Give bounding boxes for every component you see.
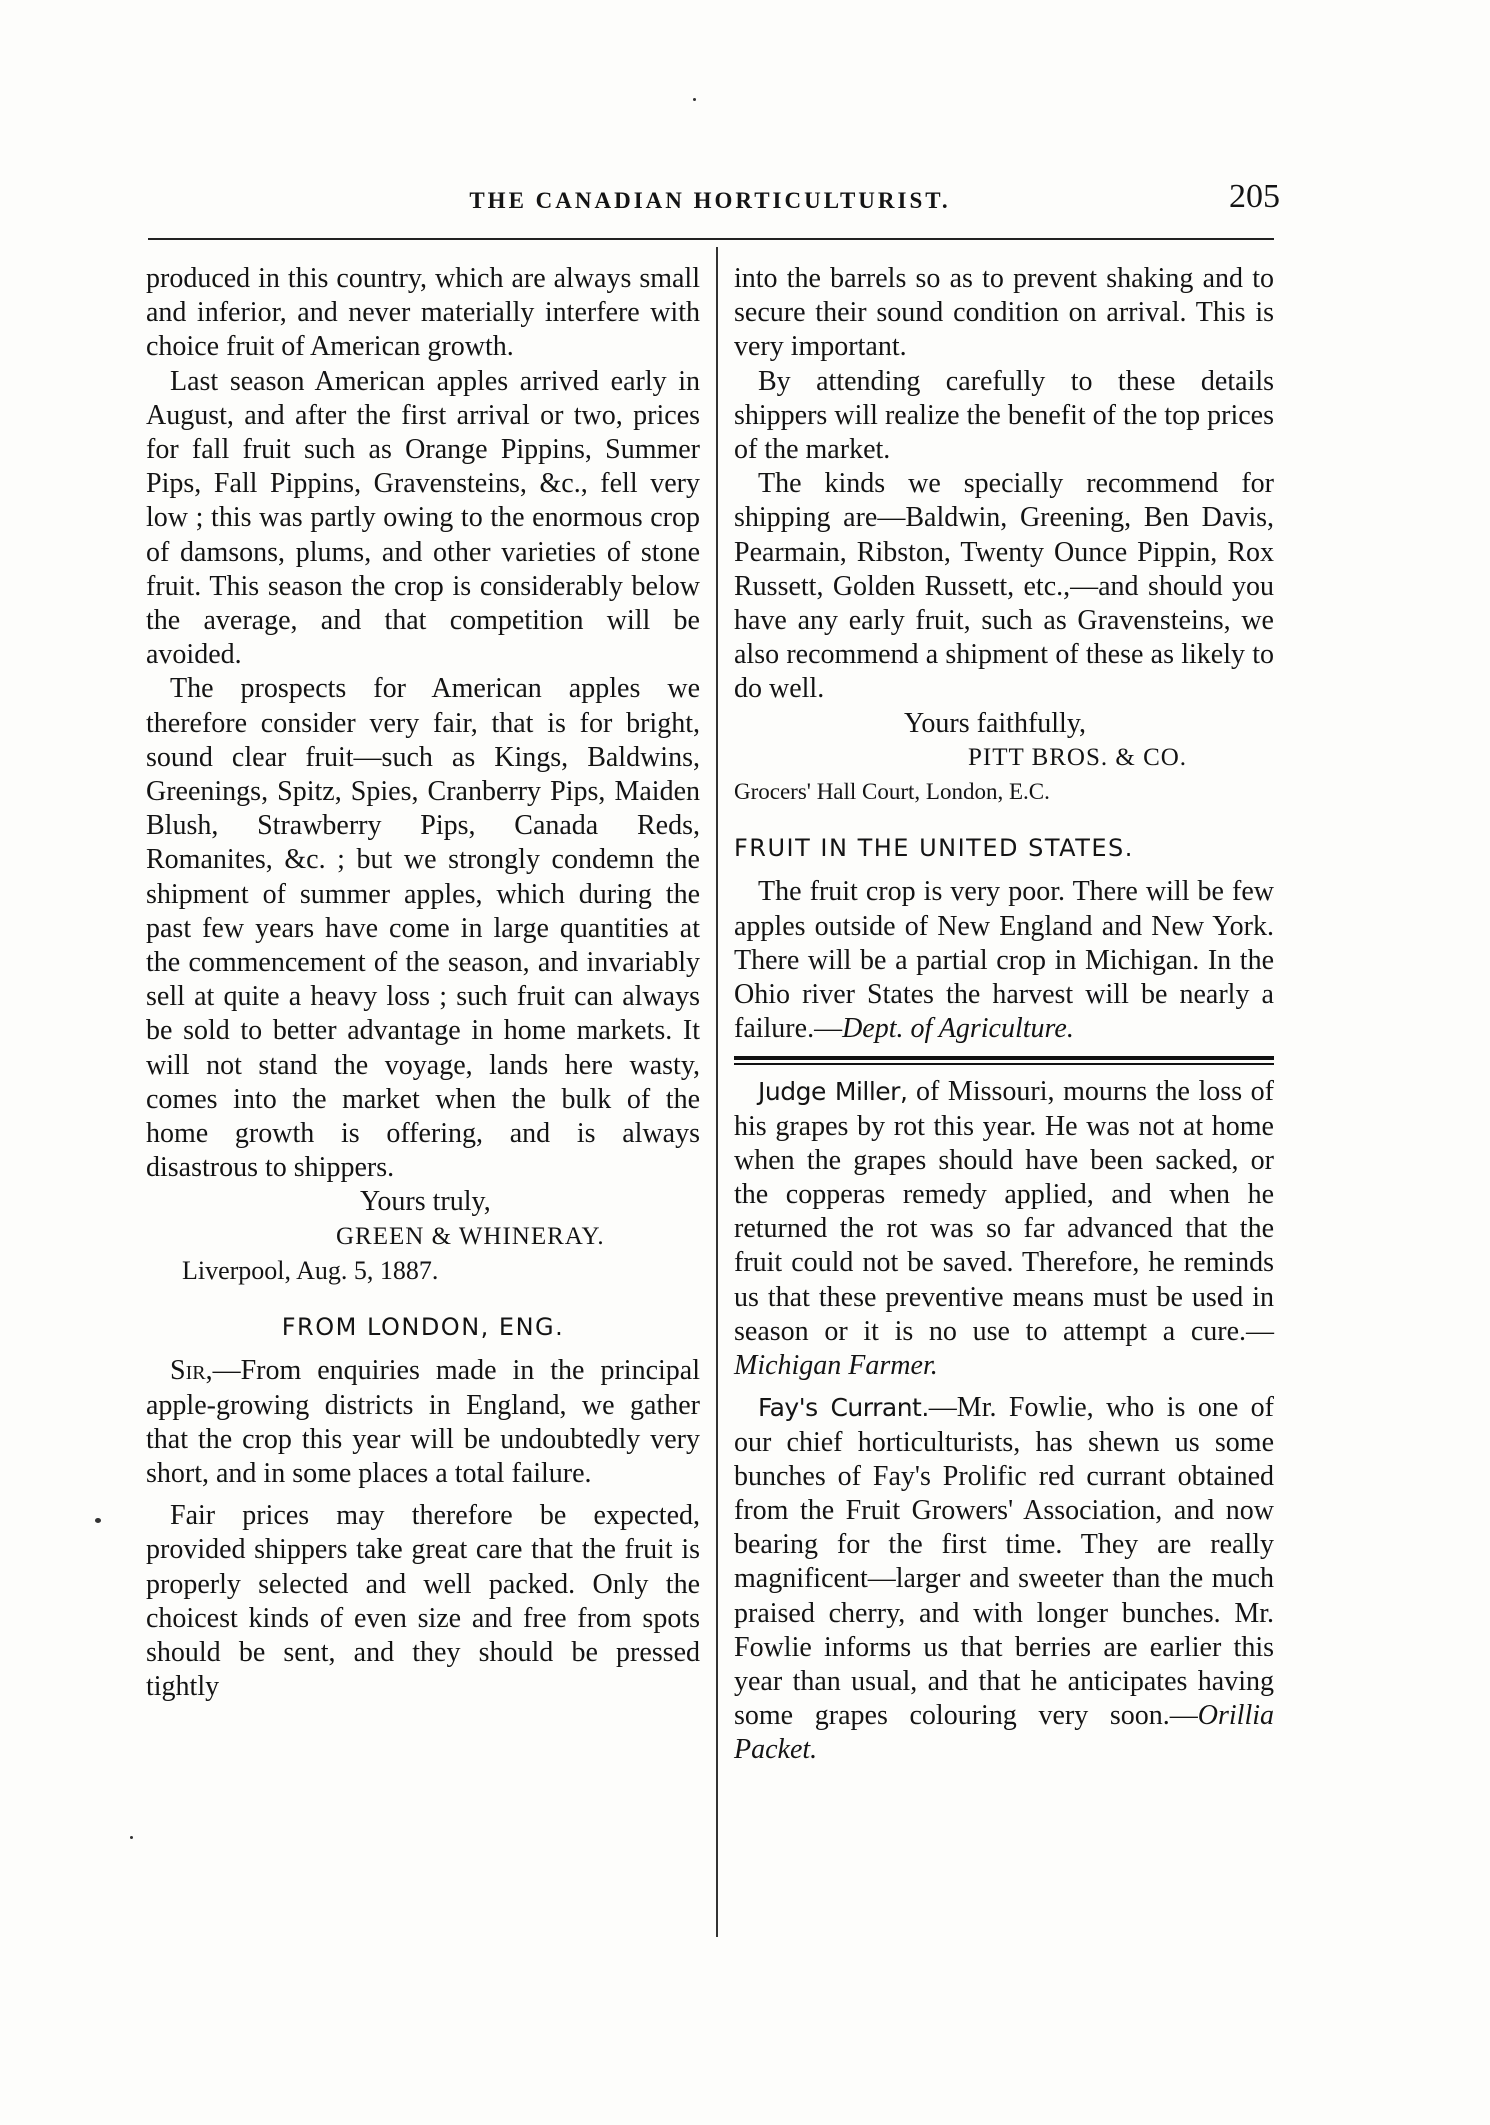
source-credit: Dept. of Agriculture. [842,1013,1074,1045]
letter-address: Grocers' Hall Court, London, E.C. [734,779,1050,805]
paragraph-text: —Mr. Fowlie, who is one of our chief horticulturists, has shewn us some bunches of Fay's Prolific red currant obtained from the Fruit Growers' Association, and now bearing for the first time. They are really magnificent—larger and sweeter than the much praised cherry, and with longer bunches. Mr. Fowlie informs us that berries are earlier this year than usual, and that he anticipates having some grapes colouring very soon.— [734,1392,1274,1732]
salutation: Sir, [170,1355,213,1387]
paragraph-text: of Missouri, mourns the loss of his grapes by rot this year. He was not at home when the grapes should have been sacked, or the copperas remedy applied, and when he returned the rot was so far advanced that the fruit could not be saved. Therefore, he reminds us that these preventive means must be used in season or it is no use to attempt a cure.— [734,1076,1275,1347]
right-column [734,262,1274,1768]
left-column [146,262,700,1704]
lead-in: Judge Miller, [758,1077,908,1107]
page-header [140,178,1280,228]
source-credit: Michigan Farmer. [734,1350,938,1382]
paragraph: The prospects for American apples we therefore consider very fair, that is for bright, sound clear fruit—such as Kings, Baldwins, Greenings, Spitz, Spies, Cranberry Pips, Maiden Blush, Strawberry Pips, Canada Reds, Romanites, &c. ; but we strongly condemn the shipment of summer apples, which during the past few years have come in large quantities at the commencement of the season, and invariably sell at quite a heavy loss ; such fruit can always be sold to better advantage in home markets. It will not stand the voyage, lands here wasty, comes into the market when the bulk of the home growth is offering, and is always disastrous to shippers. [146,673,700,1184]
paragraph: The kinds we specially recommend for shipping are—Baldwin, Greening, Ben Davis, Pearmain, Ribston, Twenty Ounce Pippin, Rox Russett, Golden Russett, etc.,—and should you have any early fruit, such as Gravensteins, we also recommend a shipment of these as likely to do well. [734,468,1274,705]
paragraph [146,1354,700,1491]
letter-closing: Yours truly, [360,1186,491,1218]
letter-place-date: Liverpool, Aug. 5, 1887. [182,1255,439,1285]
section-double-rule [734,1056,1274,1060]
paragraph-text: —From enquiries made in the principal apple-growing districts in England, we gather that the crop this year will be undoubtedly very short, and in some places a total failure. [146,1355,700,1489]
paragraph [734,875,1274,1046]
section-title: FRUIT IN THE UNITED STATES. [734,834,1134,863]
paragraph: Last season American apples arrived early in August, and after the first arrival or two, prices for fall fruit such as Orange Pippins, Summer Pips, Fall Pippins, Gravensteins, &c., fell very low ; this was partly owing to the enormous crop of damsons, plums, and other varieties of stone fruit. This season the crop is considerably below the average, and that competition will be avoided. [146,365,700,671]
letter-signature: GREEN & WHINERAY. [336,1222,605,1250]
paragraph [734,1391,1274,1767]
paragraph: into the barrels so as to prevent shaking and to secure their sound condition on arrival. This is very important. [734,263,1274,363]
paragraph: Fair prices may therefore be expected, provided shippers take great care that the fruit is properly selected and well packed. Only the choicest kinds of even size and free from spots should be sent, and they should be pressed tightly [146,1500,700,1703]
running-title: THE CANADIAN HORTICULTURIST. [469,188,951,213]
column-divider [716,247,718,1937]
lead-in: Fay's Currant. [758,1393,929,1423]
paragraph: produced in this country, which are always small and inferior, and never materially interfere with choice fruit of American growth. [146,263,700,363]
header-rule [148,238,1274,240]
paragraph-text: The fruit crop is very poor. There will be few apples outside of New England and New York. There will be a partial crop in Michigan. In the Ohio river States the harvest will be nearly a failure.— [734,876,1274,1045]
source-credit: Orillia Packet. [734,1700,1274,1766]
paragraph: By attending carefully to these details shippers will realize the benefit of the top prices of the market. [734,365,1274,466]
speck [95,1518,101,1523]
page-number: 205 [1229,178,1280,215]
letter-closing: Yours faithfully, [904,707,1087,739]
speck [693,98,696,101]
section-double-rule [734,1063,1274,1065]
paragraph [734,1075,1274,1383]
speck [130,1836,133,1839]
section-title: FROM LONDON, ENG. [281,1313,565,1342]
letter-signature: PITT BROS. & CO. [968,743,1188,771]
